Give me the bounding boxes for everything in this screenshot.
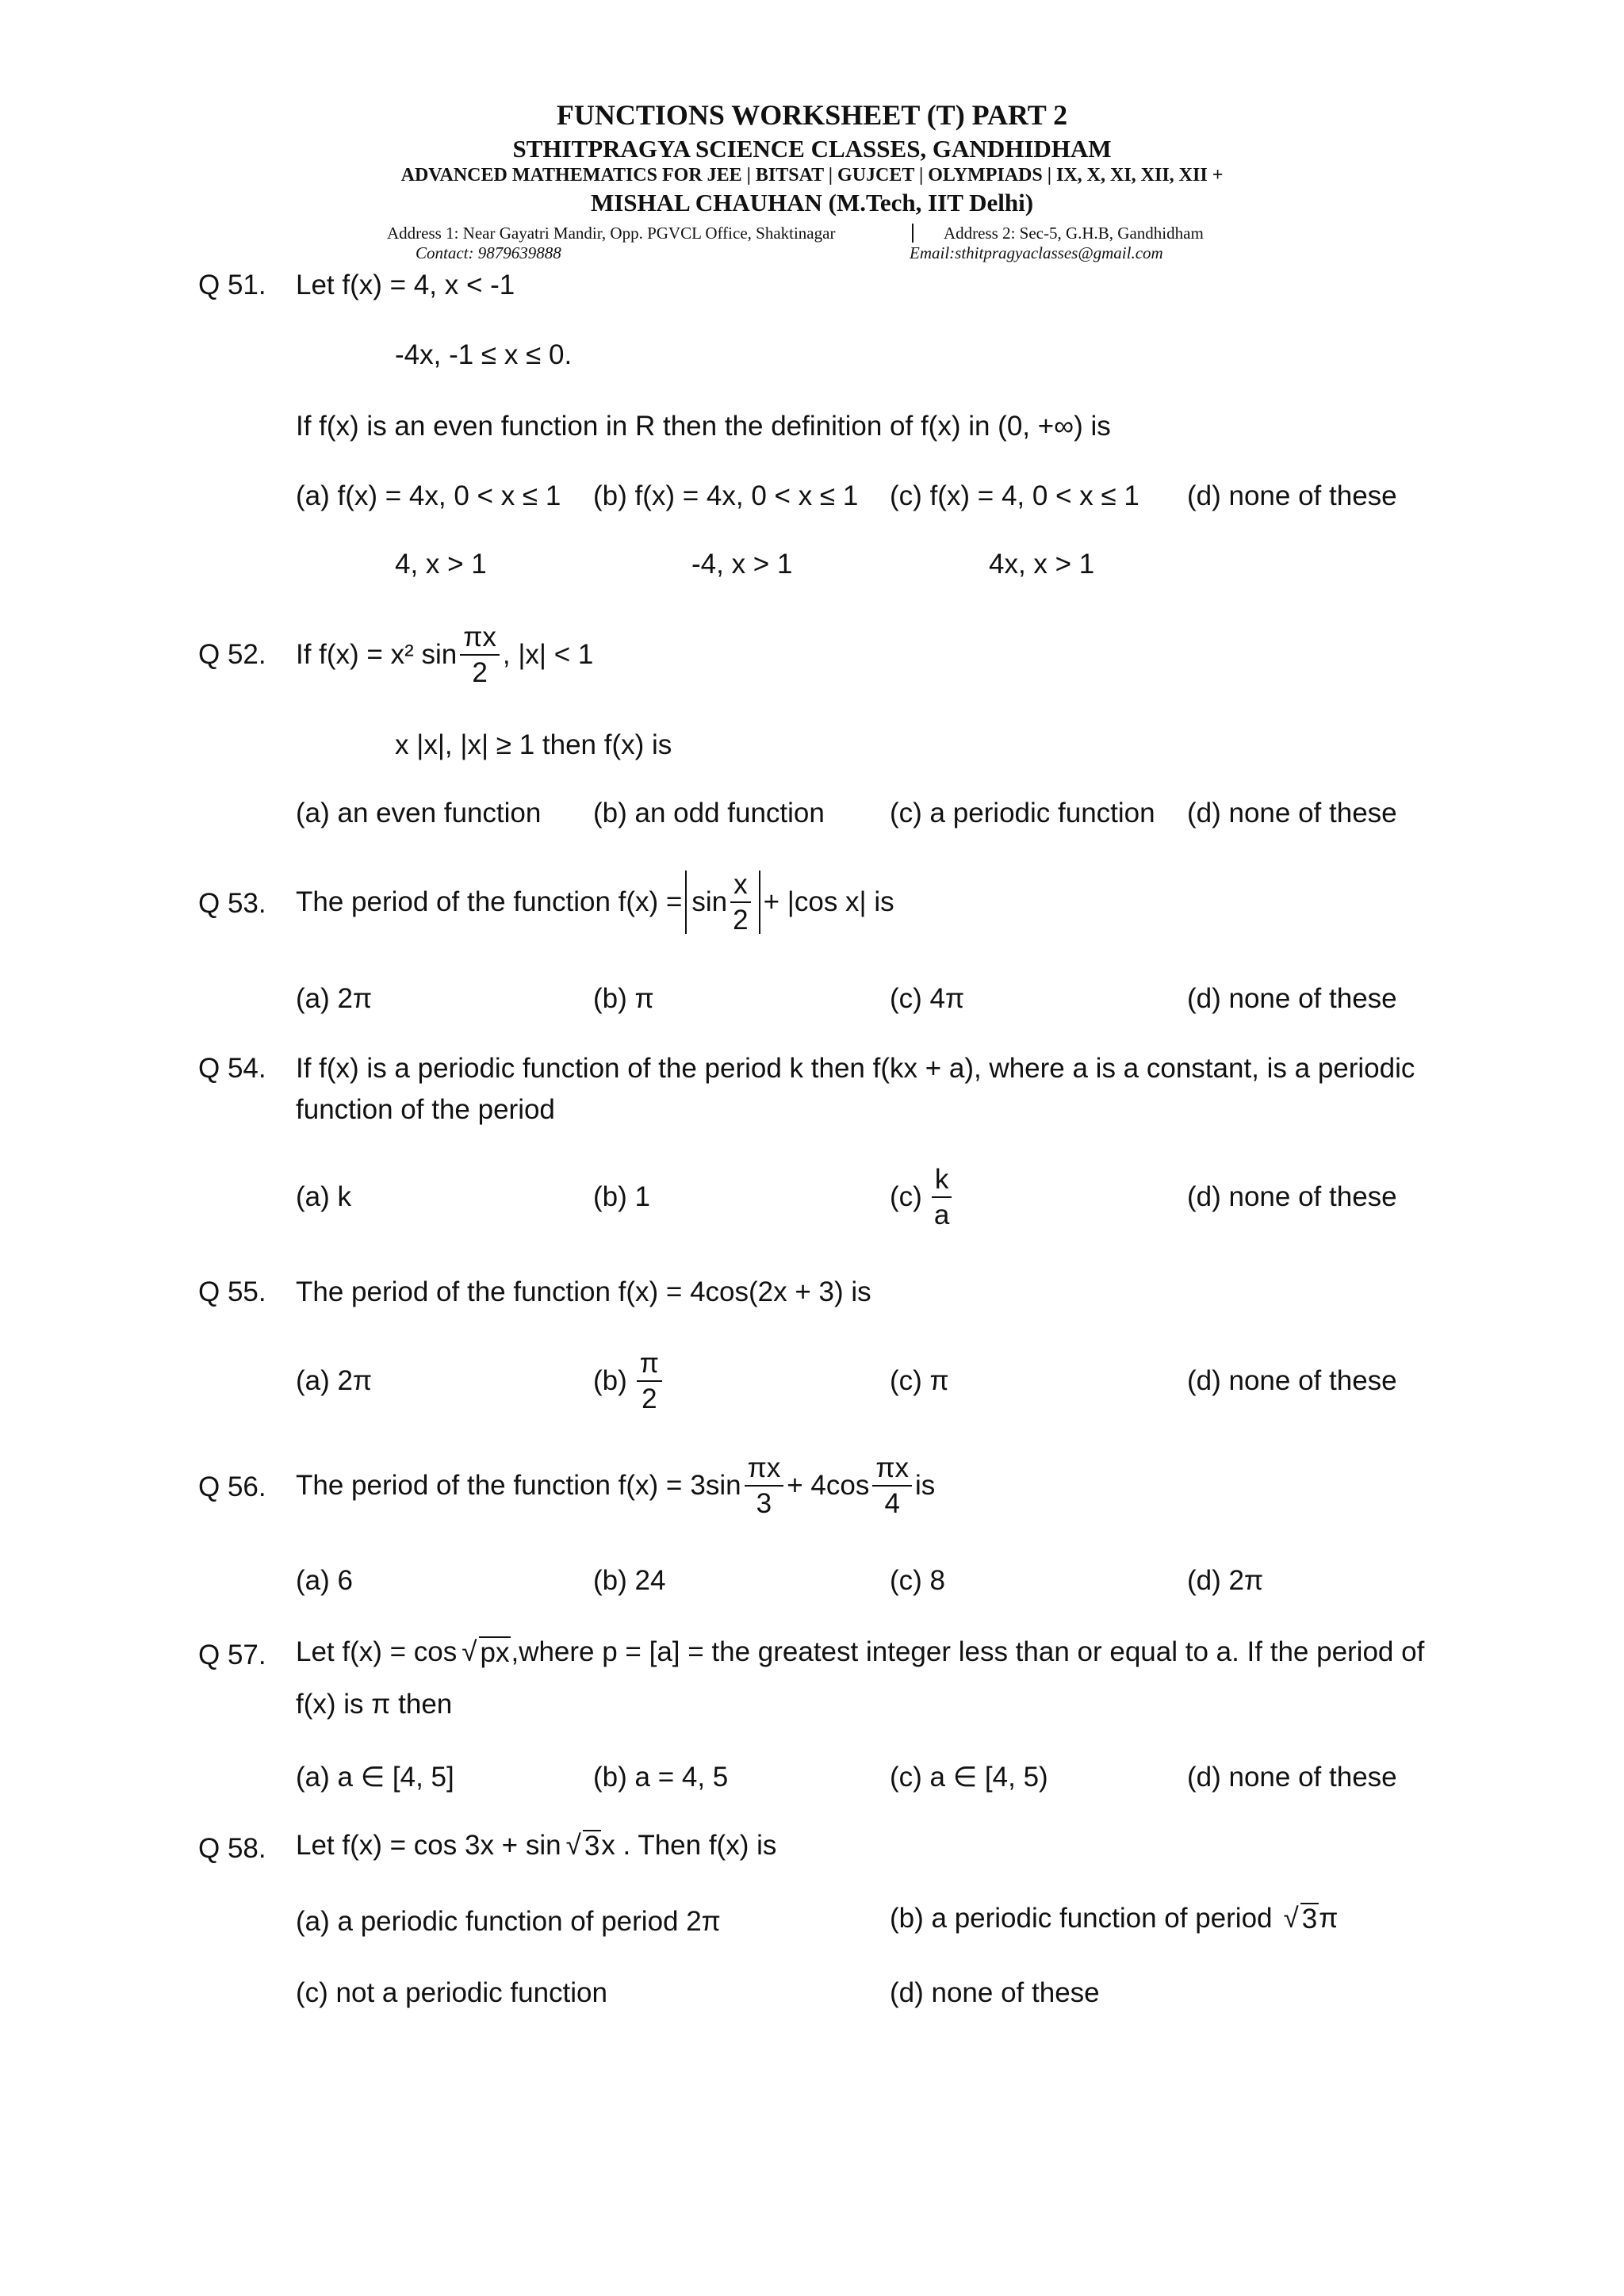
option-c: (c) 8 — [890, 1565, 945, 1596]
fraction-denominator: 2 — [642, 1383, 657, 1414]
question-text — [296, 623, 593, 687]
question-text: x |x|, |x| ≥ 1 then f(x) is — [395, 729, 672, 760]
option-c: (c) π — [890, 1365, 949, 1396]
option-b — [890, 1903, 1338, 1935]
option-c-second-line: 4x, x > 1 — [989, 549, 1095, 580]
radical-sign: √ — [1283, 1903, 1299, 1934]
option-a: (a) an even function — [296, 798, 542, 828]
option-a: (a) 2π — [296, 1365, 373, 1396]
question-number: Q 52. — [198, 639, 266, 670]
question-text — [296, 871, 894, 934]
fraction-denominator: a — [933, 1200, 950, 1230]
formula-text: + |cos x| is — [763, 886, 894, 917]
address-2: Address 2: Sec-5, G.H.B, Gandhidham — [944, 224, 1204, 243]
option-d: (d) 2π — [1187, 1565, 1264, 1596]
option-a: (a) k — [296, 1181, 351, 1212]
fraction-denominator: 2 — [733, 905, 749, 936]
radicand: px — [480, 1637, 510, 1668]
formula-text: The period of the function f(x) = — [296, 1470, 683, 1501]
formula-text: Let f(x) = cos 3x + sin — [296, 1830, 561, 1862]
radicand: 3 — [1301, 1904, 1318, 1934]
option-a: (a) a periodic function of period 2π — [296, 1906, 721, 1937]
formula-text: is — [915, 1470, 936, 1501]
option-b: (b) a = 4, 5 — [593, 1762, 729, 1793]
fraction-denominator: 2 — [472, 657, 488, 688]
radical-sign: √ — [565, 1830, 581, 1862]
fraction-numerator: π — [637, 1349, 662, 1382]
question-number: Q 54. — [198, 1053, 266, 1084]
option-d: (d) none of these — [890, 1977, 1100, 2008]
option-b: (b) π — [593, 983, 654, 1014]
option-a: (a) f(x) = 4x, 0 < x ≤ 1 — [296, 480, 561, 511]
question-text: -4x, -1 ≤ x ≤ 0. — [395, 339, 573, 370]
option-b-second-line: -4, x > 1 — [691, 549, 793, 580]
option-c: (c) f(x) = 4, 0 < x ≤ 1 — [890, 480, 1139, 511]
fraction-denominator: 3 — [756, 1488, 772, 1519]
option-b: (b) an odd function — [593, 798, 825, 828]
formula-text: π — [1319, 1903, 1339, 1934]
option-label: (b) a periodic function of period — [890, 1903, 1273, 1934]
radical-sign: √ — [462, 1636, 477, 1668]
fraction-numerator: πx — [872, 1454, 912, 1487]
formula-text: , |x| < 1 — [502, 639, 594, 670]
option-d: (d) none of these — [1187, 1762, 1397, 1793]
formula-text: 3sin — [690, 1470, 741, 1501]
option-c: (c) not a periodic function — [296, 1977, 607, 2008]
contact-number: Contact: 9879639888 — [416, 243, 561, 262]
fraction-numerator: x — [730, 871, 751, 903]
formula-text: x . Then f(x) is — [601, 1830, 777, 1862]
question-number: Q 58. — [198, 1833, 266, 1864]
question-text: Let f(x) = 4, x < -1 — [296, 270, 515, 300]
option-b: (b) 24 — [593, 1565, 666, 1596]
option-label: (c) — [890, 1181, 922, 1212]
formula-text: sin — [691, 886, 728, 917]
question-number: Q 51. — [198, 270, 266, 300]
radicand: 3 — [584, 1831, 600, 1862]
question-number: Q 53. — [198, 888, 266, 919]
option-b: (b) f(x) = 4x, 0 < x ≤ 1 — [593, 480, 859, 511]
address-divider — [912, 224, 914, 243]
option-a: (a) 2π — [296, 983, 373, 1014]
option-c: (c) 4π — [890, 983, 965, 1014]
formula-text: The period of the function f(x) = — [296, 886, 683, 917]
fraction — [460, 623, 500, 687]
fraction-numerator: πx — [745, 1454, 784, 1487]
option-d: (d) none of these — [1187, 480, 1397, 511]
courses-line: ADVANCED MATHEMATICS FOR JEE | BITSAT | GUJCET | OLYMPIADS | IX, X, XI, XII, XII + — [400, 165, 1224, 186]
option-c — [890, 1165, 955, 1229]
question-text: If f(x) is an even function in R then the definition of f(x) in (0, +∞) is — [296, 411, 1111, 442]
worksheet-title: FUNCTIONS WORKSHEET (T) PART 2 — [556, 99, 1068, 131]
question-text — [296, 1830, 776, 1862]
question-text: The period of the function f(x) = 4cos(2x + 3) is — [296, 1276, 871, 1307]
fraction-numerator: k — [932, 1165, 952, 1198]
formula-text: If f(x) = x² sin — [296, 639, 458, 670]
formula-text: Let f(x) = cos — [296, 1636, 458, 1668]
address-1: Address 1: Near Gayatri Mandir, Opp. PGVCL Office, Shaktinagar — [387, 224, 836, 243]
question-text: function of the period — [296, 1094, 555, 1125]
option-label: (b) — [593, 1365, 627, 1396]
teacher-name: MISHAL CHAUHAN (M.Tech, IIT Delhi) — [590, 189, 1034, 216]
option-d: (d) none of these — [1187, 983, 1397, 1014]
fraction — [637, 1349, 662, 1413]
option-d: (d) none of these — [1187, 1181, 1397, 1212]
fraction — [745, 1454, 784, 1517]
question-text: f(x) is π then — [296, 1689, 453, 1720]
option-d: (d) none of these — [1187, 798, 1397, 828]
question-text — [296, 1454, 935, 1517]
contact-email: Email:sthitpragyaclasses@gmail.com — [910, 243, 1163, 262]
option-a: (a) a ∈ [4, 5] — [296, 1762, 454, 1793]
option-d: (d) none of these — [1187, 1365, 1397, 1396]
question-text — [296, 1636, 1424, 1669]
question-number: Q 57. — [198, 1640, 266, 1670]
option-a: (a) 6 — [296, 1565, 353, 1596]
formula-text: + 4cos — [787, 1470, 870, 1501]
absolute-value — [685, 871, 760, 934]
formula-text: ,where p = [a] = the greatest integer less than or equal to a. If the period of — [511, 1636, 1425, 1668]
question-number: Q 56. — [198, 1471, 266, 1502]
fraction-numerator: πx — [460, 623, 500, 656]
question-number: Q 55. — [198, 1276, 266, 1307]
option-b: (b) 1 — [593, 1181, 650, 1212]
question-text: If f(x) is a periodic function of the period k then f(kx + a), where a is a constant, is a periodic — [296, 1053, 1415, 1084]
option-c: (c) a ∈ [4, 5) — [890, 1762, 1048, 1793]
fraction — [730, 871, 751, 934]
fraction — [872, 1454, 912, 1517]
institute-name: STHITPRAGYA SCIENCE CLASSES, GANDHIDHAM — [512, 135, 1112, 163]
fraction — [932, 1165, 952, 1229]
option-a-second-line: 4, x > 1 — [395, 549, 487, 580]
fraction-denominator: 4 — [884, 1488, 900, 1519]
option-b — [593, 1349, 665, 1413]
option-c: (c) a periodic function — [890, 798, 1155, 828]
